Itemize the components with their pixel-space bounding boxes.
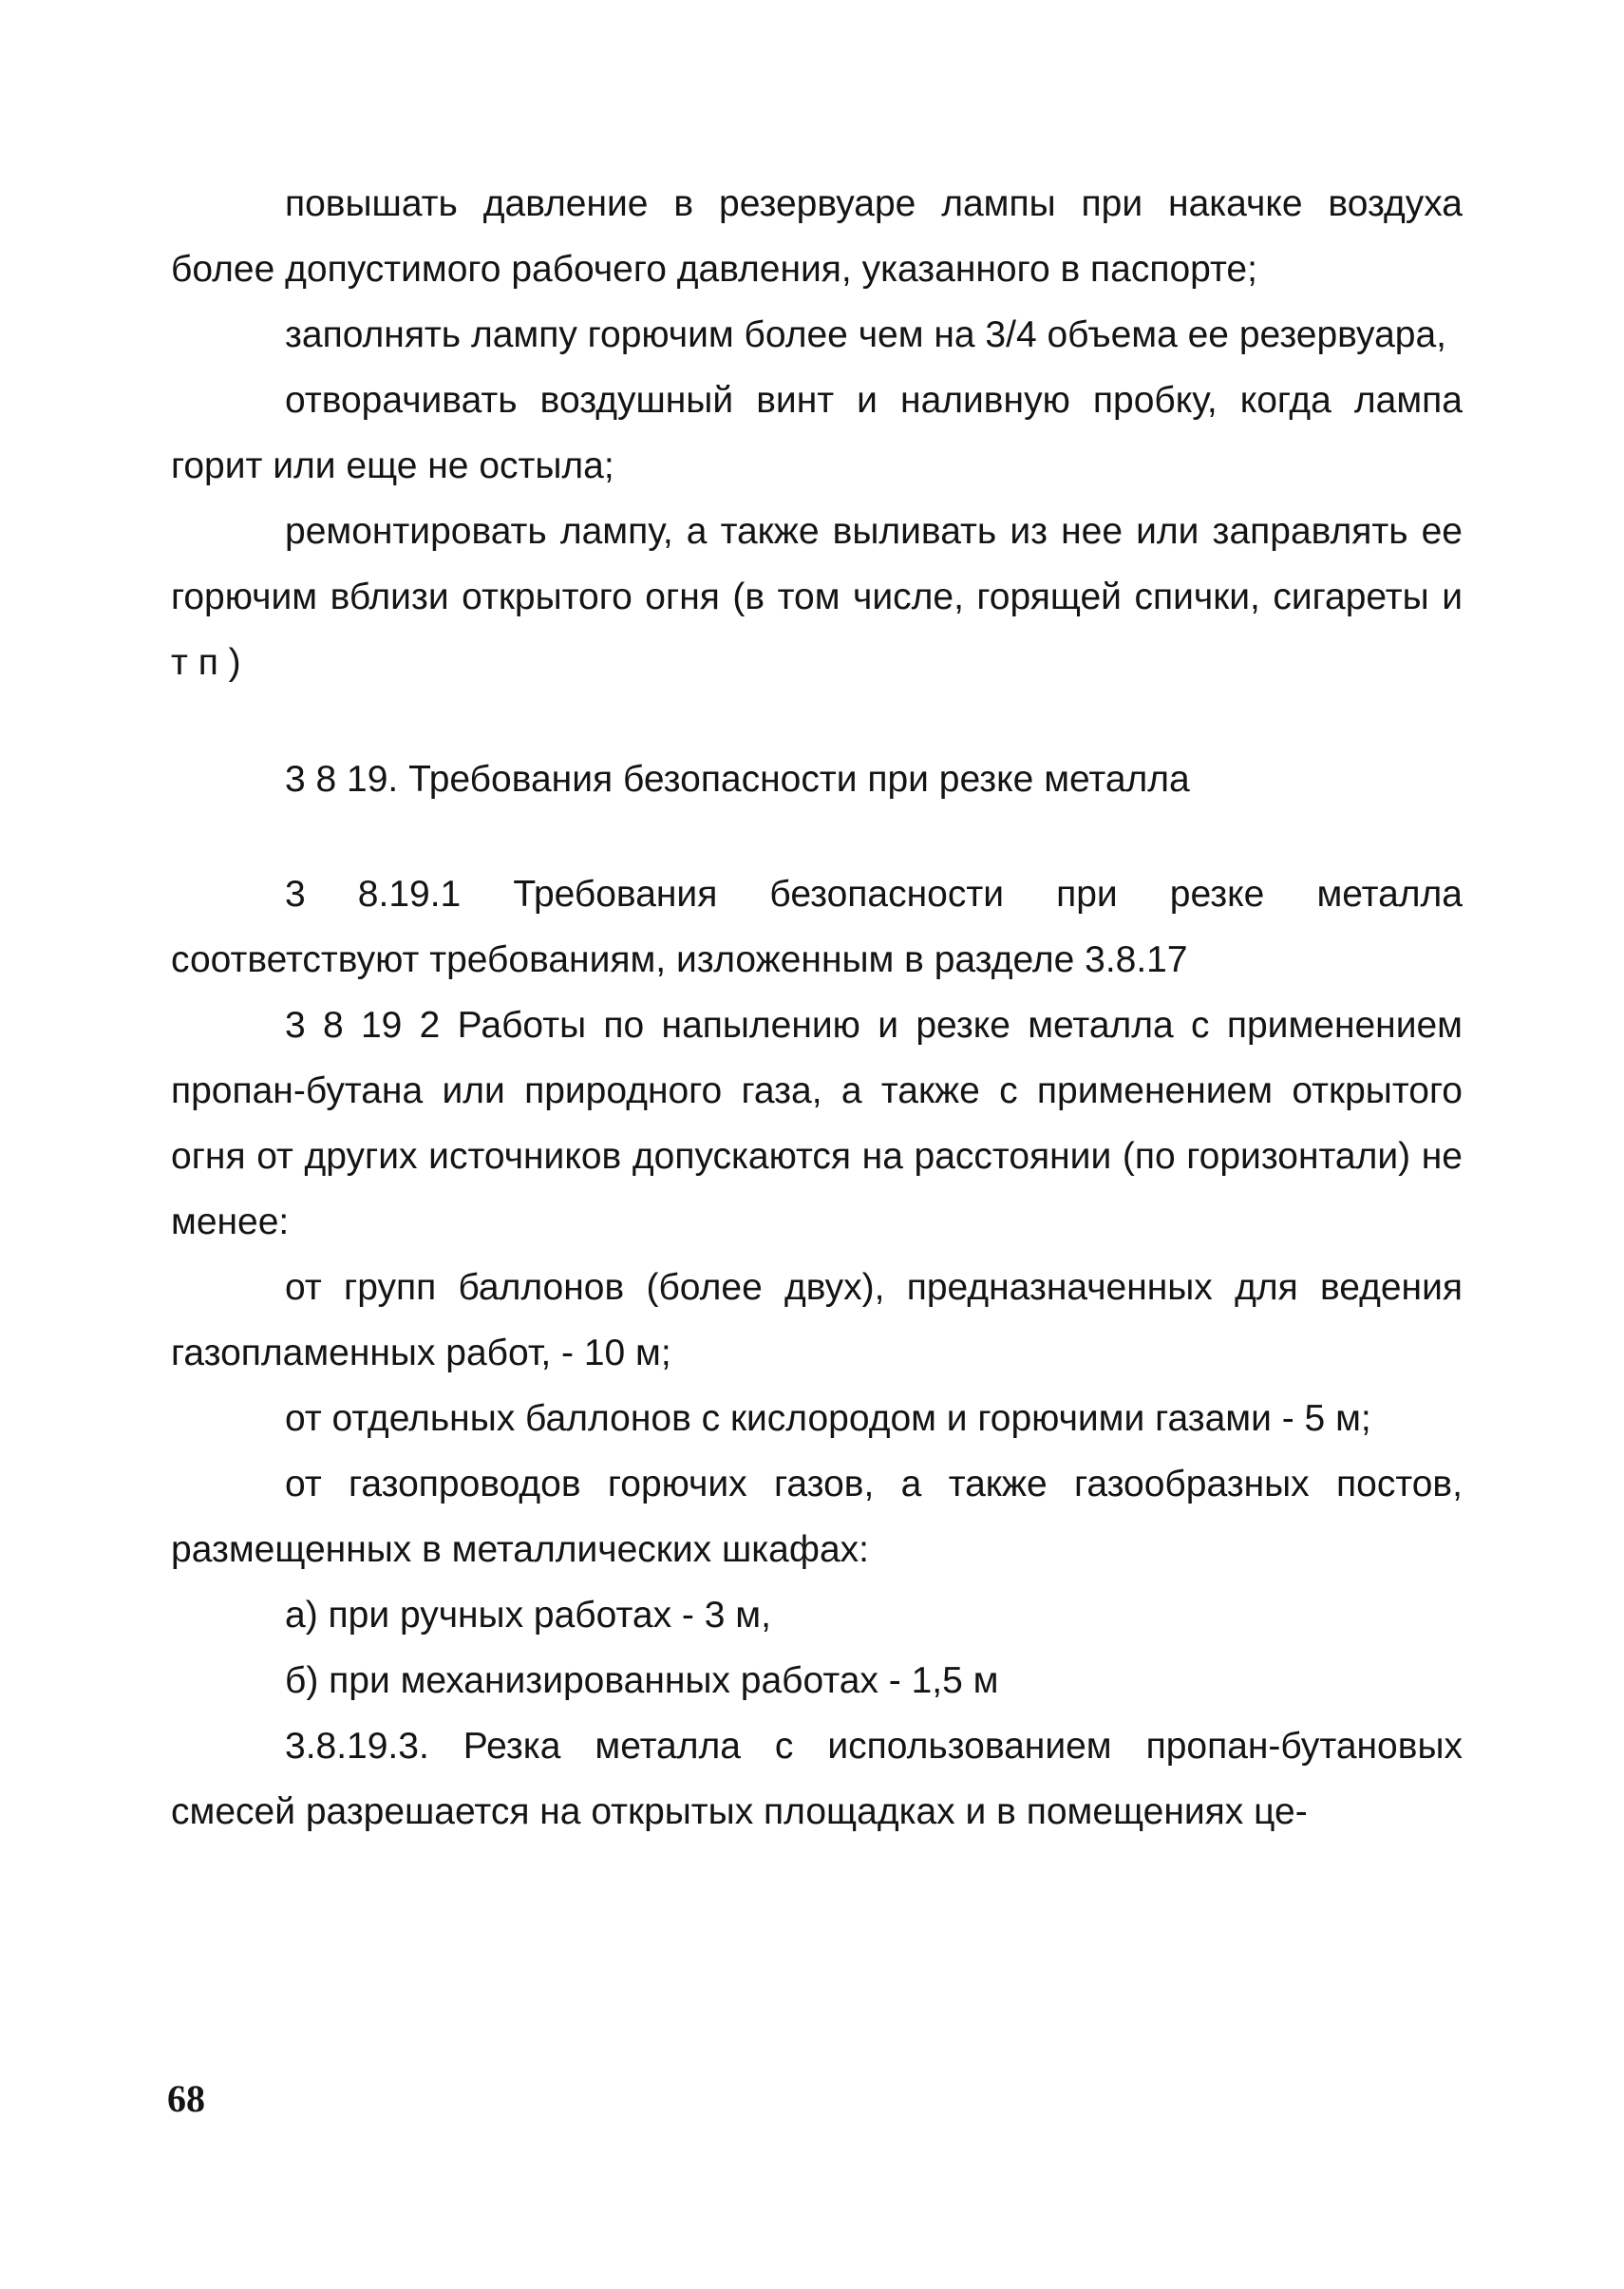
paragraph-3-8-19-3: 3.8.19.3. Резка металла с использованием пропан-бутановых смесей разрешается на открытых площадках и в помещениях це- (171, 1726, 1463, 1832)
document-body (171, 171, 1463, 1844)
paragraph-lamp-screw: отворачивать воздушный винт и наливную пробку, когда лампа горит или еще не остыла; (171, 380, 1463, 486)
paragraph-distance-cylinders: от отдельных баллонов с кислородом и горючими газами - 5 м; (285, 1398, 1371, 1439)
page-number: 68 (167, 2077, 205, 2120)
paragraph-manual-works: а) при ручных работах - 3 м, (285, 1595, 771, 1636)
paragraph-3-8-19-1: 3 8.19.1 Требования безопасности при резке металла соответствуют требованиям, изложенным в разделе 3.8.17 (171, 874, 1463, 980)
paragraph-distance-pipelines: от газопроводов горючих газов, а также газообразных постов, размещенных в металлических шкафах: (171, 1464, 1463, 1570)
section-heading: 3 8 19. Требования безопасности при резке металла (285, 759, 1190, 800)
paragraph-3-8-19-2: 3 8 19 2 Работы по напылению и резке металла с применением пропан-бутана или природного газа, а также с применением открытого огня от других источников допускаются на расстоянии (по горизонтали) не менее: (171, 1005, 1463, 1242)
paragraph-lamp-fill: заполнять лампу горючим более чем на 3/4 объема ее резервуара, (285, 314, 1446, 355)
paragraph-lamp-repair: ремонтировать лампу, а также выливать из нее или заправлять ее горючим вблизи открытого огня (в том числе, горящей спички, сигареты и т п ) (171, 511, 1463, 683)
paragraph-mechanized-works: б) при механизированных работах - 1,5 м (285, 1660, 999, 1701)
paragraph-lamp-pressure: повышать давление в резервуаре лампы при накачке воздуха более допустимого рабочего давления, указанного в паспорте; (171, 183, 1463, 290)
paragraph-distance-groups: от групп баллонов (более двух), предназначенных для ведения газопламенных работ, - 10 м; (171, 1267, 1463, 1373)
